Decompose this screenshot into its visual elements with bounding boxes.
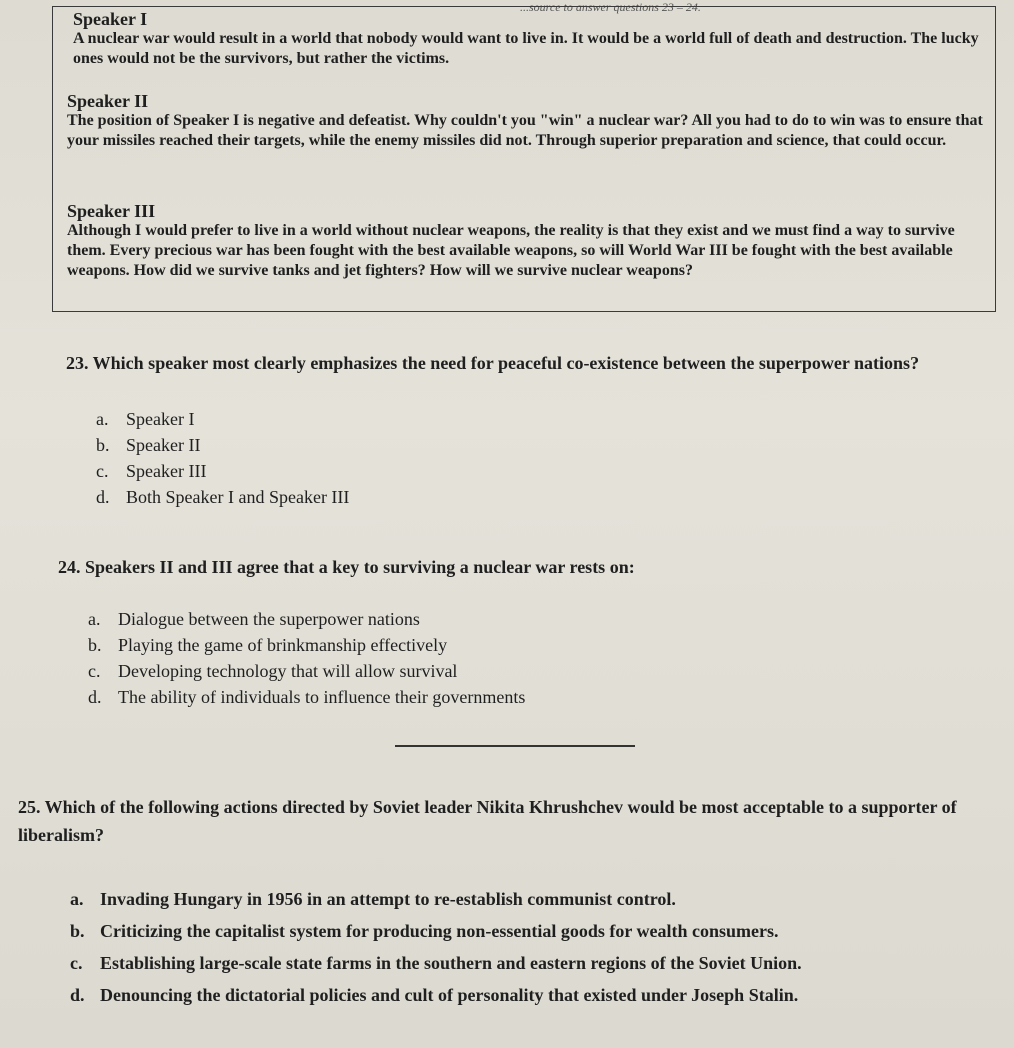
option-text: Invading Hungary in 1956 in an attempt to re-establish communist control. xyxy=(100,889,676,909)
option-letter: a. xyxy=(88,609,101,629)
question-23-option-d[interactable] xyxy=(96,484,1004,510)
option-text: Developing technology that will allow survival xyxy=(118,661,458,681)
question-25-text: 25. Which of the following actions directed by Soviet leader Nikita Khrushchev would be most acceptable to a supporter of liberalism? xyxy=(18,797,957,845)
option-text: Speaker III xyxy=(126,461,207,481)
speaker-1-text: A nuclear war would result in a world that nobody would want to live in. It would be a world full of death and destruction. The lucky ones would not be the survivors, but rather the victims. xyxy=(73,30,979,67)
option-letter: d. xyxy=(96,487,110,507)
speaker-2-text: The position of Speaker I is negative and defeatist. Why couldn't you "win" a nuclear war? All you had to do to win was to ensure that your missiles reached their targets, while the enemy missiles did not. Through superior preparation and science, that could occur. xyxy=(67,112,983,149)
option-letter: b. xyxy=(70,921,85,941)
option-letter: d. xyxy=(88,687,102,707)
option-text: Speaker I xyxy=(126,409,195,429)
section-divider xyxy=(395,745,635,747)
question-23-options xyxy=(96,406,1004,510)
option-letter: a. xyxy=(96,409,109,429)
option-letter: b. xyxy=(96,435,110,455)
question-23 xyxy=(66,352,1004,510)
speaker-3-text: Although I would prefer to live in a world without nuclear weapons, the reality is that they exist and we must find a way to survive them. Every precious war has been fought with the best available weapons, so will World War III be fought with the best available weapons. How did we survive tanks and jet fighters? How will we survive nuclear weapons? xyxy=(67,222,955,279)
option-text: Establishing large-scale state farms in the southern and eastern regions of the Soviet Union. xyxy=(100,953,802,973)
option-letter: a. xyxy=(70,889,84,909)
question-23-option-b[interactable] xyxy=(96,432,1004,458)
speaker-1 xyxy=(73,9,983,69)
question-24-option-c[interactable] xyxy=(88,658,1004,684)
option-letter: b. xyxy=(88,635,102,655)
option-text: Speaker II xyxy=(126,435,201,455)
question-24-text: 24. Speakers II and III agree that a key to surviving a nuclear war rests on: xyxy=(58,557,635,577)
question-25-options xyxy=(70,883,1004,1011)
question-24-option-a[interactable] xyxy=(88,606,1004,632)
question-25-option-a[interactable] xyxy=(70,883,1004,915)
option-letter: c. xyxy=(70,953,83,973)
question-23-option-c[interactable] xyxy=(96,458,1004,484)
option-text: Dialogue between the superpower nations xyxy=(118,609,420,629)
question-25-option-c[interactable] xyxy=(70,947,1004,979)
header-instruction: ...source to answer questions 23 – 24. xyxy=(520,0,701,14)
question-24-option-b[interactable] xyxy=(88,632,1004,658)
option-text: Both Speaker I and Speaker III xyxy=(126,487,350,507)
speaker-2-title: Speaker II xyxy=(67,91,149,111)
speaker-source-box xyxy=(52,6,996,312)
speaker-1-title: Speaker I xyxy=(73,9,148,29)
option-letter: c. xyxy=(88,661,101,681)
option-text: The ability of individuals to influence their governments xyxy=(118,687,526,707)
option-letter: d. xyxy=(70,985,85,1005)
option-text: Denouncing the dictatorial policies and cult of personality that existed under Joseph Stalin. xyxy=(100,985,799,1005)
question-24-option-d[interactable] xyxy=(88,684,1004,710)
question-25 xyxy=(18,793,1004,1011)
question-23-option-a[interactable] xyxy=(96,406,1004,432)
question-24-options xyxy=(88,606,1004,710)
question-24 xyxy=(58,556,1004,710)
option-text: Playing the game of brinkmanship effectively xyxy=(118,635,448,655)
question-23-text: 23. Which speaker most clearly emphasizes the need for peaceful co-existence between the superpower nations? xyxy=(66,353,920,373)
option-text: Criticizing the capitalist system for producing non-essential goods for wealth consumers. xyxy=(100,921,779,941)
question-25-option-d[interactable] xyxy=(70,979,1004,1011)
speaker-3-title: Speaker III xyxy=(67,201,156,221)
speaker-3 xyxy=(67,201,983,281)
question-25-option-b[interactable] xyxy=(70,915,1004,947)
speaker-2 xyxy=(67,91,983,151)
option-letter: c. xyxy=(96,461,109,481)
